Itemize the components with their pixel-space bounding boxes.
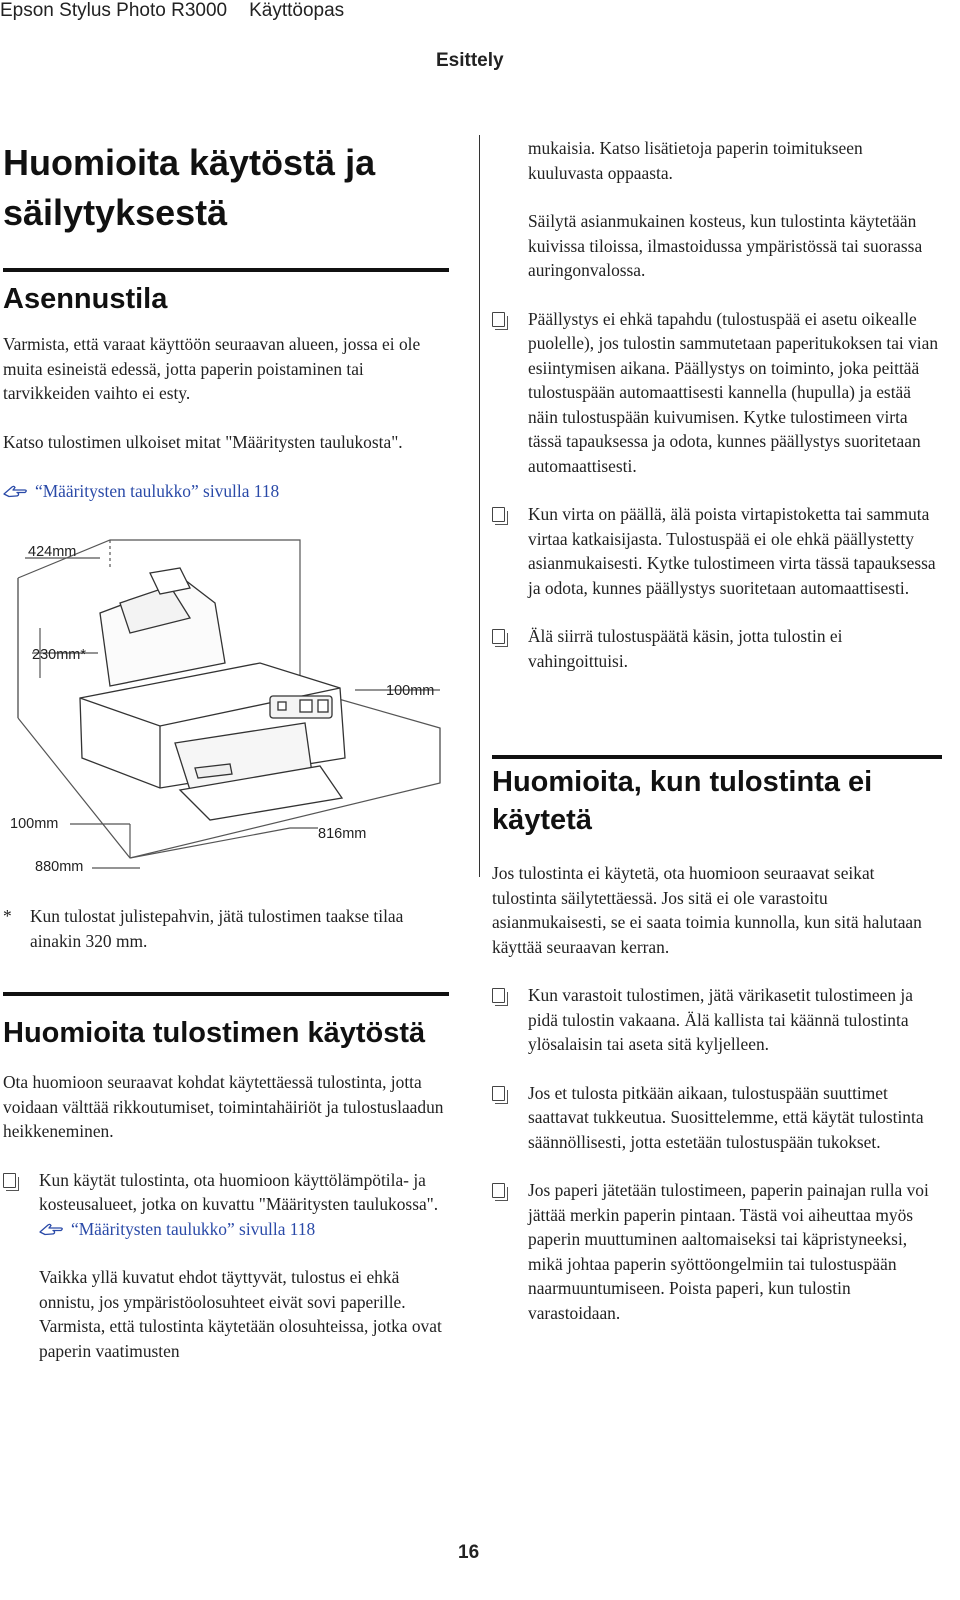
continued-para: mukaisia. Katso lisätietoja paperin toimitukseen kuuluvasta oppaasta. <box>528 138 863 183</box>
installation-para: Varmista, että varaat käyttöön seuraavan alueen, jossa ei ole muita esineistä edessä, jotta paperin poistaminen tai tarvikkeiden vaihto ei esty. <box>3 334 421 403</box>
usage-rule <box>3 992 449 996</box>
dimension-label-100-left: 100mm <box>10 816 59 832</box>
usage-list-item: Kun virta on päällä, älä poista virtapistoketta tai sammuta virtaa katkaisijasta. Tulostuspää ei ole ehkä päällystetty asianmukaisesti. Kytke tulostimeen virta tässä tapauksessa ja odota, kunnes päällystys suoritetaan automaattisesti. <box>492 502 942 600</box>
checkbox-bullet-icon <box>3 1173 16 1188</box>
dimension-label-880: 880mm <box>35 859 84 875</box>
usage-intro: Ota huomioon seuraavat kohdat käytettäessä tulostinta, jotta voidaan välttää rikkoutumiset, toimintahäiriöt ja tulostuslaadun heikkeneminen. <box>3 1072 444 1141</box>
dimension-label-100-right: 100mm <box>386 683 435 699</box>
checkbox-bullet-icon <box>492 988 505 1003</box>
storage-list-item: Jos et tulosta pitkään aikaan, tulostuspään suuttimet saattavat tukkeutua. Suosittelemme, että käytät tulostinta säännöllisesti, jotta estetään tulostuspään tukokset. <box>492 1081 942 1155</box>
usage-heading: Huomioita tulostimen käytöstä <box>3 1017 426 1049</box>
usage-list-item: Älä siirrä tulostuspäätä käsin, jotta tulostin ei vahingoittuisi. <box>492 624 942 673</box>
usage-section <box>3 992 449 1363</box>
installation-ref-para: Katso tulostimen ulkoiset mitat "Määritysten taulukosta". <box>3 431 403 452</box>
page-number: 16 <box>458 1542 480 1563</box>
section-title: Esittely <box>436 50 504 71</box>
installation-space-diagram <box>0 528 460 888</box>
usage-item-para: Vaikka yllä kuvatut ehdot täyttyvät, tulostus ei ehkä onnistu, jos ympäristöolosuhteet eivät sovi paperille. Varmista, että tulostinta käytetään olosuhteissa, jotka ovat paperin vaatimusten <box>39 1267 442 1361</box>
left-column <box>3 138 449 504</box>
pointing-hand-icon <box>39 1221 65 1237</box>
dimension-label-816: 816mm <box>318 826 367 842</box>
storage-intro: Jos tulostinta ei käytetä, ota huomioon seuraavat seikat tulostinta säilytettäessä. Jos sitä ei ole varastoitu asianmukaisesti, se ei saata toimia kunnolla, kun sitä halutaan käyttää seuraavan kerran. <box>492 863 922 957</box>
installation-heading: Asennustila <box>3 283 168 315</box>
page-heading: Huomioita käytöstä ja säilytyksestä <box>3 142 376 233</box>
humidity-para: Säilytä asianmukainen kosteus, kun tulostinta käytetään kuivissa tiloissa, ilmastoidussa ympäristössä tai suorassa auringonvalossa. <box>528 211 923 280</box>
spec-table-link[interactable]: “Määritysten taulukko” sivulla 118 <box>3 479 449 504</box>
checkbox-bullet-icon <box>492 507 505 522</box>
storage-heading: Huomioita, kun tulostinta ei käytetä <box>492 766 873 836</box>
checkbox-bullet-icon <box>492 629 505 644</box>
footnote-text: Kun tulostat julistepahvin, jätä tulostimen taakse tilaa ainakin 320 mm. <box>30 906 404 951</box>
column-divider <box>479 135 480 877</box>
guide-name: Käyttöopas <box>249 0 345 21</box>
checkbox-bullet-icon <box>492 1183 505 1198</box>
storage-section <box>492 755 942 1325</box>
storage-list-item: Kun varastoit tulostimen, jätä värikasetit tulostimeen ja pidä tulostin vakaana. Älä kallista tai käännä tulostinta ylösalaisin tai aseta sitä kyljelleen. <box>492 983 942 1057</box>
dimension-label-424: 424mm <box>28 544 77 560</box>
footnote-mark: * <box>3 906 12 926</box>
usage-list-item: Päällystys ei ehkä tapahdu (tulostuspää ei asetu oikealle puolelle), jos tulostin sammutetaan paperitukoksen tai vian esiintymisen aikana. Päällystys on toiminto, joka peittää tulostuspään automaattisesti kannella (hupulla) ja estää näin tulostuspään kuivumisen. Kytke tulostimeen virta tässä tapauksessa ja odota, kunnes päällystys suoritetaan automaattisesti. <box>492 307 942 479</box>
heading-rule <box>3 268 449 272</box>
running-header <box>0 0 344 22</box>
usage-list-item: Kun käytät tulostinta, ota huomioon käyttölämpötila- ja kosteusalueet, jotka on kuvattu "Määritysten taulukossa". “Määritysten taulukko” sivulla 118 Vaikka yllä kuvatut ehdot täyttyvät, tulostus ei ehkä onnistu, jos ympäristöolosuhteet eivät sovi paperille. Varmista, että tulostinta käytetään olosuhteissa, jotka ovat paperin vaatimusten <box>3 1168 449 1364</box>
pointing-hand-icon <box>3 483 29 499</box>
spec-table-link-2[interactable]: “Määritysten taulukko” sivulla 118 <box>39 1219 315 1239</box>
checkbox-bullet-icon <box>492 1086 505 1101</box>
dimension-label-230: 230mm* <box>32 647 86 663</box>
checkbox-bullet-icon <box>492 312 505 327</box>
product-name: Epson Stylus Photo R3000 <box>0 0 228 21</box>
footnote <box>3 904 443 953</box>
right-column <box>492 136 942 673</box>
storage-list-item: Jos paperi jätetään tulostimeen, paperin painajan rulla voi jättää merkin paperin pintaan. Tästä voi aiheuttaa myös paperin muuttuminen aaltomaiseksi tai käpristyneeksi, mikä johtaa paperin syöttöongelmiin tai tulostuspään naarmuuntumiseen. Poista paperi, kun tulostin varastoidaan. <box>492 1178 942 1325</box>
storage-rule <box>492 755 942 759</box>
